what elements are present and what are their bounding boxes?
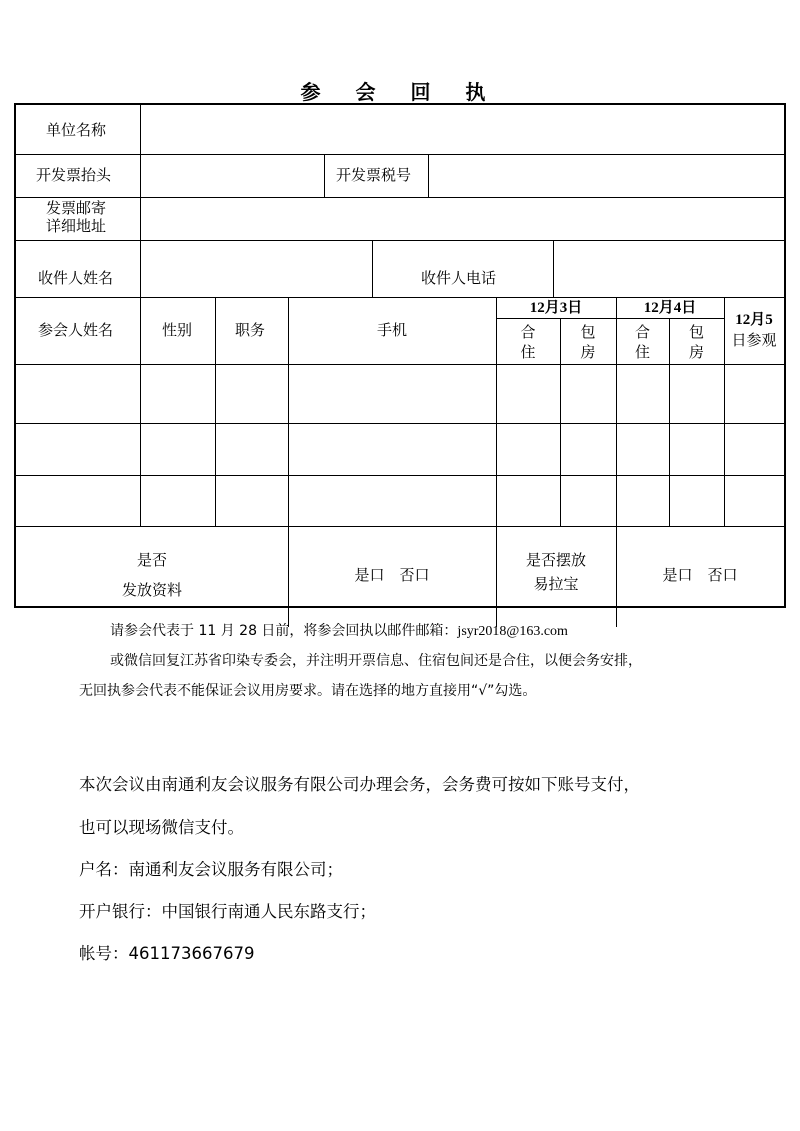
invoice-header-label: 开发票抬头 xyxy=(36,166,112,184)
payment-intro: 本次会议由南通利友会议服务有限公司办理会务，会务费可按如下账号支付， xyxy=(79,775,640,794)
deadline-note: 请参会代表于 11 月 28 日前，将参会回执以邮件 xyxy=(110,623,416,639)
row-divider xyxy=(16,526,784,527)
position-header: 职务 xyxy=(235,321,266,339)
recipient-phone-label: 收件人电话 xyxy=(421,269,497,287)
dec5-visit-header: 12月5 xyxy=(735,312,773,328)
col-divider xyxy=(372,240,373,297)
col-divider xyxy=(140,105,141,526)
dec3-header: 12月3日 xyxy=(529,300,583,316)
col-divider xyxy=(215,297,216,526)
account-number: 帐号：461173667679 xyxy=(79,944,255,963)
page-title: 参 会 回 执 xyxy=(300,80,500,104)
recipient-name-label: 收件人姓名 xyxy=(38,269,114,287)
payment-wechat: 也可以现场微信支付。 xyxy=(79,818,244,837)
mobile-header: 手机 xyxy=(376,321,407,339)
col-divider xyxy=(324,154,325,197)
dec4-header: 12月4日 xyxy=(643,300,697,316)
date-subheader-divider xyxy=(496,318,724,319)
col-divider xyxy=(428,154,429,197)
contact-email: 邮箱：jsyr2018@163.com xyxy=(415,624,568,639)
private-room-header: 房 xyxy=(580,343,596,361)
shared-room-header: 合 xyxy=(520,323,536,341)
checkmark-note: 无回执参会代表不能保证会议用房要求。请在选择的地方直接用“√”勾选。 xyxy=(79,683,537,699)
private-room-header: 包 xyxy=(688,323,704,341)
unit-name-label: 单位名称 xyxy=(46,121,107,139)
materials-yes-no: 是口 否口 xyxy=(354,566,430,584)
submission-note xyxy=(110,622,568,641)
mail-address-label: 发票邮寄 xyxy=(46,199,107,217)
private-room-header: 房 xyxy=(688,343,704,361)
row-divider xyxy=(16,154,784,155)
account-name: 户名：南通利友会议服务有限公司； xyxy=(79,860,343,879)
rollup-yes-no: 是口 否口 xyxy=(662,566,738,584)
shared-room-header: 合 xyxy=(634,323,650,341)
registration-form-table xyxy=(14,103,786,608)
rollup-question: 是否摆放 xyxy=(525,551,586,569)
row-divider xyxy=(16,197,784,198)
shared-room-header: 住 xyxy=(634,343,650,361)
mail-address-label: 详细地址 xyxy=(46,217,107,235)
row-divider xyxy=(16,297,784,298)
gender-header: 性别 xyxy=(162,321,193,339)
col-divider xyxy=(553,240,554,297)
wechat-note: 或微信回复江苏省印染专委会，并注明开票信息、住宿包间还是合住，以便会务安排， xyxy=(110,653,642,669)
private-room-header: 包 xyxy=(580,323,596,341)
row-divider xyxy=(16,240,784,241)
materials-question: 发放资料 xyxy=(121,581,182,599)
materials-question: 是否 xyxy=(136,551,167,569)
shared-room-header: 住 xyxy=(520,343,536,361)
attendee-name-header: 参会人姓名 xyxy=(38,321,114,339)
dec5-visit-header: 日参观 xyxy=(731,331,777,349)
rollup-question: 易拉宝 xyxy=(533,575,579,593)
bank-name: 开户银行：中国银行南通人民东路支行； xyxy=(79,902,376,921)
invoice-tax-no-label: 开发票税号 xyxy=(336,166,412,184)
